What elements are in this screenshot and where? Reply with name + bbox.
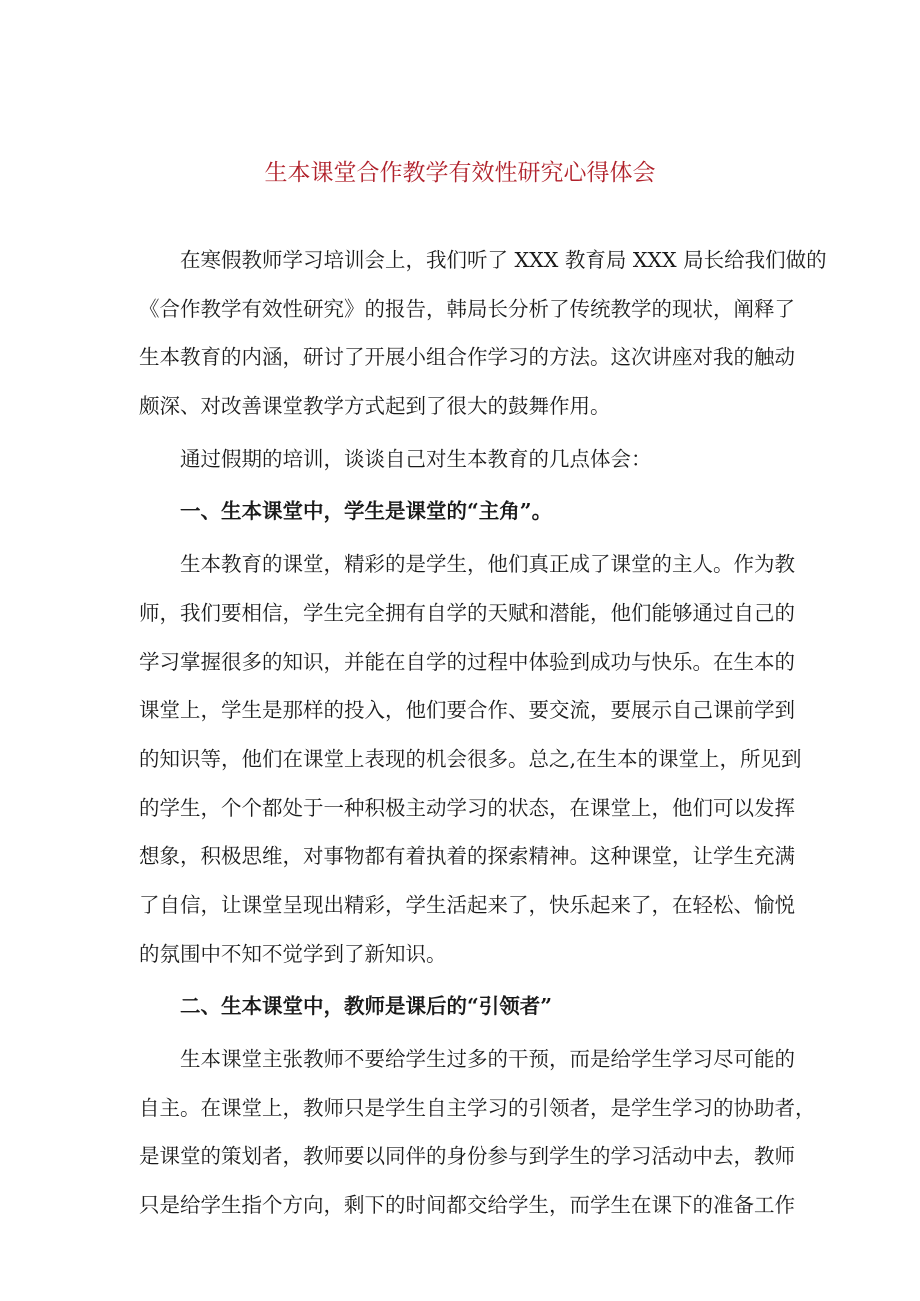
paragraph-line: 只是给学生指个方向，剩下的时间都交给学生，而学生在课下的准备工作 xyxy=(139,1193,795,1218)
paragraph-line: 自主。在课堂上，教师只是学生自主学习的引领者，是学生学习的协助者， xyxy=(139,1095,816,1120)
paragraph-line: 了自信，让课堂呈现出精彩，学生活起来了，快乐起来了，在轻松、愉悦 xyxy=(139,892,795,917)
paragraph-line: 通过假期的培训，谈谈自己对生本教育的几点体会： xyxy=(180,446,652,471)
document-body xyxy=(139,236,827,1230)
paragraph-line: 课堂上，学生是那样的投入，他们要合作、要交流，要展示自己课前学到 xyxy=(139,698,795,723)
paragraph-line: 颇深、对改善课堂教学方式起到了很大的鼓舞作用。 xyxy=(139,394,611,419)
paragraph-line: 生本课堂主张教师不要给学生过多的干预，而是给学生学习尽可能的 xyxy=(180,1047,795,1071)
paragraph-line: 生本教育的课堂，精彩的是学生，他们真正成了课堂的主人。作为教 xyxy=(180,552,795,577)
heading-line: 一、生本课堂中，学生是课堂的“主角”。 xyxy=(180,499,553,524)
paragraph-line: 在寒假教师学习培训会上，我们听了 XXX 教育局 XXX 局长给我们做的 xyxy=(180,248,827,272)
paragraph-section-1 xyxy=(139,540,802,978)
paragraph-line: 《合作教学有效性研究》的报告，韩局长分析了传统教学的现状，阐释了 xyxy=(139,296,795,321)
paragraph-line: 的氛围中不知不觉学到了新知识。 xyxy=(139,941,447,966)
document-title: 生本课堂合作教学有效性研究心得体会 xyxy=(264,160,656,186)
paragraph-line: 的知识等，他们在课堂上表现的机会很多。总之,在生本的课堂上，所见到 xyxy=(139,746,802,771)
paragraph-line: 学习掌握很多的知识，并能在自学的过程中体验到成功与快乐。在生本的 xyxy=(139,649,795,674)
section-heading-2 xyxy=(139,982,790,1031)
paragraph-section-2 xyxy=(139,1035,816,1230)
paragraph-line: 是课堂的策划者，教师要以同伴的身份参与到学生的学习活动中去，教师 xyxy=(139,1144,795,1169)
paragraph-intro xyxy=(139,236,827,431)
section-heading-1 xyxy=(139,487,790,536)
heading-line: 二、生本课堂中，教师是课后的“引领者” xyxy=(180,994,553,1019)
paragraph-line: 生本教育的内涵，研讨了开展小组合作学习的方法。这次讲座对我的触动 xyxy=(139,345,795,370)
paragraph-overview xyxy=(139,435,790,484)
paragraph-line: 师，我们要相信，学生完全拥有自学的天赋和潜能，他们能够通过自己的 xyxy=(139,600,795,625)
paragraph-line: 的学生，个个都处于一种积极主动学习的状态，在课堂上，他们可以发挥 xyxy=(139,795,795,820)
paragraph-line: 想象，积极思维，对事物都有着执着的探索精神。这种课堂，让学生充满 xyxy=(139,844,795,869)
